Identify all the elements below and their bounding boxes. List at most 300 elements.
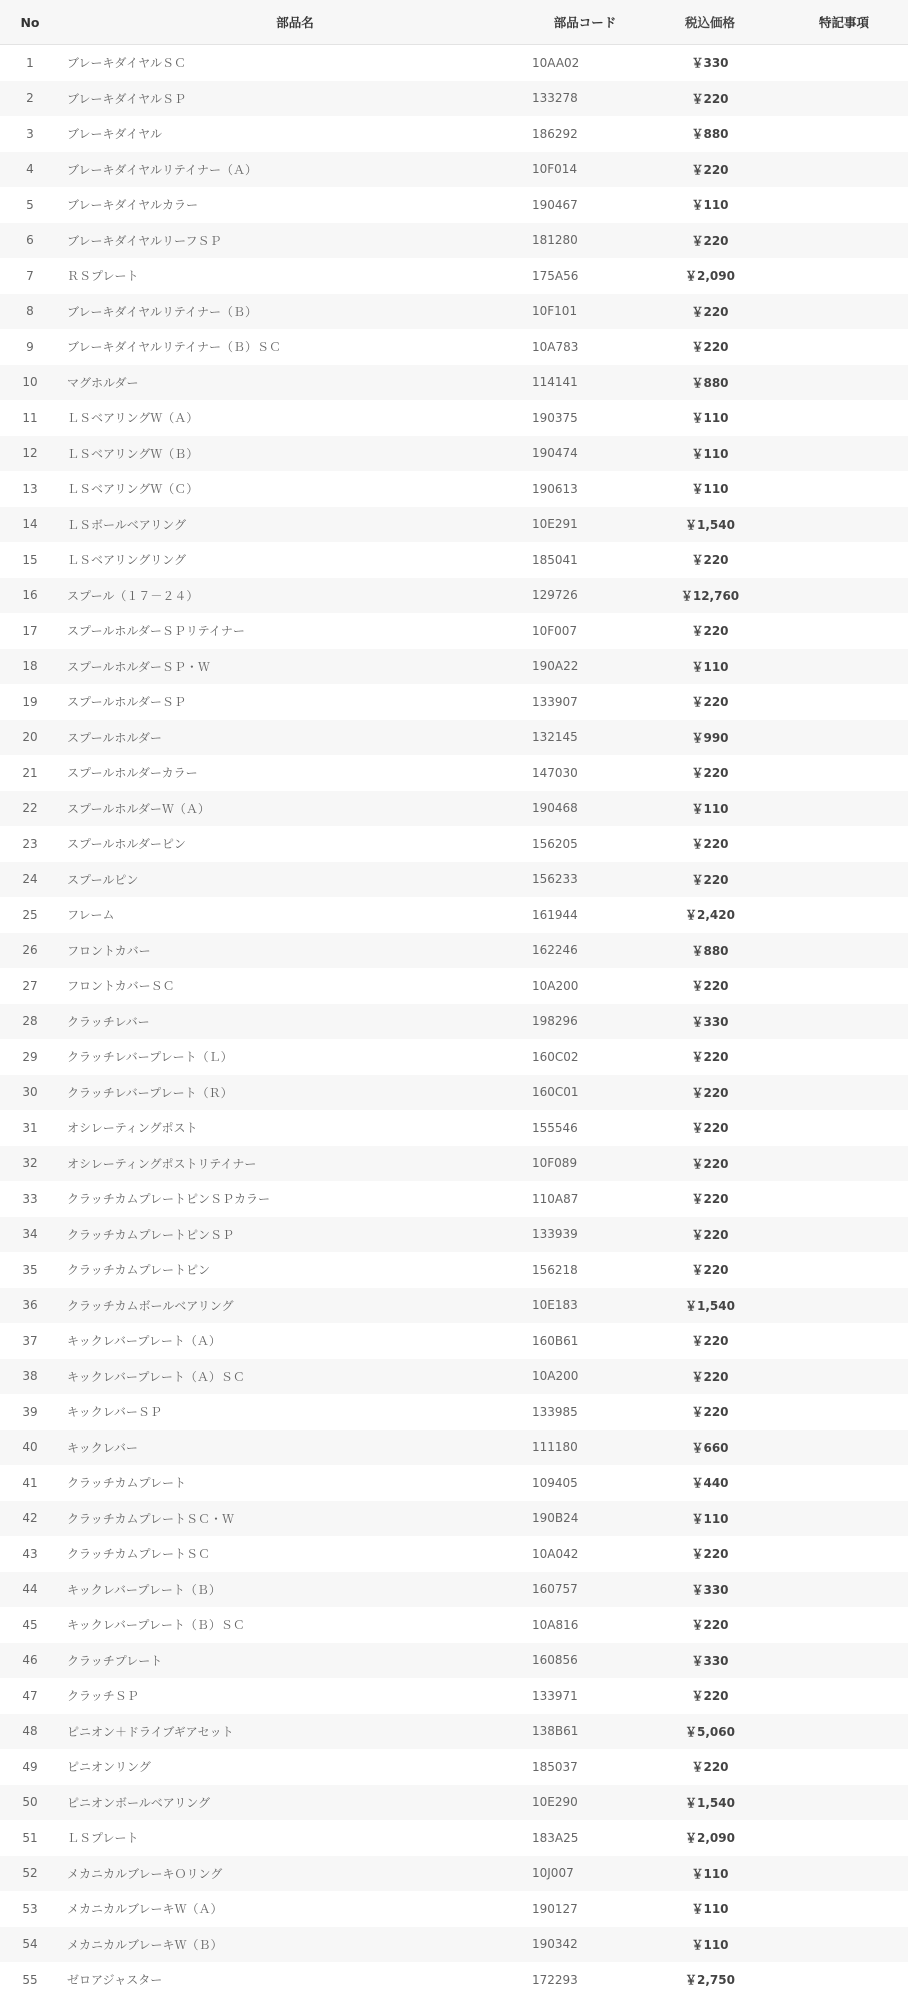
cell-part-name: スプールホルダーピン <box>67 837 186 852</box>
table-row <box>0 1607 908 1643</box>
cell-no: 28 <box>0 1004 60 1040</box>
cell-price: ￥110 <box>640 1927 780 1963</box>
header-no: No <box>0 0 60 45</box>
cell-notes <box>780 258 908 294</box>
cell-no: 24 <box>0 862 60 898</box>
cell-part-code: 160C02 <box>532 1049 579 1064</box>
cell-part-code: 10A200 <box>532 978 579 993</box>
cell-notes <box>780 613 908 649</box>
cell-part-name: ＲＳプレート <box>67 269 139 284</box>
cell-part-code: 155546 <box>532 1120 578 1135</box>
cell-price: ￥330 <box>640 1643 780 1679</box>
cell-price: ￥12,760 <box>640 578 780 614</box>
cell-part-name: ピニオン＋ドライブギアセット <box>60 1714 530 1750</box>
cell-no: 50 <box>0 1785 60 1821</box>
cell-price: ￥220 <box>640 223 780 259</box>
table-row <box>0 1323 908 1359</box>
table-row <box>0 436 908 472</box>
cell-price: ￥110 <box>640 791 780 827</box>
cell-part-code: 190B24 <box>530 1501 640 1537</box>
cell-part-name: ゼロアジャスター <box>67 1973 163 1988</box>
cell-part-code: 10A783 <box>532 339 579 354</box>
cell-no: 8 <box>0 294 60 330</box>
cell-no: 38 <box>0 1359 60 1395</box>
cell-part-name: ＬＳベアリングＷ（Ａ） <box>67 411 199 426</box>
cell-part-name: ブレーキダイヤルリテイナー（Ｂ）ＳＣ <box>67 340 281 355</box>
cell-part-name: クラッチカムボールベアリング <box>60 1288 530 1324</box>
cell-no: 53 <box>22 1901 38 1916</box>
cell-price: ￥2,090 <box>685 1831 735 1846</box>
cell-notes <box>780 1785 908 1821</box>
cell-part-name: キックレバーＳＰ <box>67 1405 162 1420</box>
cell-part-code: 198296 <box>530 1004 640 1040</box>
table-row <box>0 826 908 862</box>
table-row <box>0 1891 908 1927</box>
cell-notes <box>780 1927 908 1963</box>
header-part-name: 部品名 <box>60 0 530 45</box>
cell-no: 33 <box>22 1191 38 1206</box>
cell-part-code: 156205 <box>532 836 578 851</box>
cell-part-code: 185037 <box>532 1759 578 1774</box>
cell-price: ￥220 <box>691 837 729 852</box>
table-row <box>0 1572 908 1608</box>
cell-price: ￥220 <box>640 1075 780 1111</box>
cell-part-name: スプールホルダーＷ（Ａ） <box>60 791 530 827</box>
cell-part-name: オシレーティングポストリテイナー <box>60 1146 530 1182</box>
table-row <box>0 684 908 720</box>
cell-price: ￥990 <box>640 720 780 756</box>
cell-price: ￥220 <box>691 979 729 994</box>
cell-notes <box>780 400 908 436</box>
table-row <box>0 1927 908 1963</box>
cell-notes <box>780 365 908 401</box>
cell-no: 46 <box>0 1643 60 1679</box>
cell-part-code: 10AA02 <box>532 55 580 70</box>
table-row <box>0 365 908 401</box>
cell-part-code: 10F101 <box>530 294 640 330</box>
cell-no: 13 <box>22 481 38 496</box>
cell-part-code: 133971 <box>532 1688 578 1703</box>
cell-no: 21 <box>22 765 38 780</box>
cell-part-name: スプールホルダーカラー <box>67 766 198 781</box>
cell-no: 17 <box>22 623 38 638</box>
cell-price: ￥1,540 <box>640 507 780 543</box>
cell-part-name: ブレーキダイヤル <box>67 127 163 142</box>
cell-no: 5 <box>26 197 34 212</box>
cell-price: ￥110 <box>640 649 780 685</box>
cell-price: ￥220 <box>691 1192 729 1207</box>
cell-part-code: 109405 <box>532 1475 578 1490</box>
cell-no: 35 <box>22 1262 38 1277</box>
cell-price: ￥1,540 <box>640 1288 780 1324</box>
cell-part-code: 190375 <box>532 410 578 425</box>
header-notes: 特記事項 <box>780 0 908 45</box>
cell-notes <box>780 578 908 614</box>
cell-no: 47 <box>22 1688 38 1703</box>
cell-notes <box>780 1962 908 1998</box>
table-row <box>0 223 908 259</box>
cell-part-name: ＬＳベアリングＷ（Ｂ） <box>60 436 530 472</box>
cell-part-code: 181280 <box>530 223 640 259</box>
cell-notes <box>780 897 908 933</box>
header-price: 税込価格 <box>640 0 780 45</box>
cell-no: 48 <box>0 1714 60 1750</box>
cell-part-code: 10A200 <box>530 1359 640 1395</box>
cell-price: ￥2,090 <box>685 269 735 284</box>
cell-notes <box>780 1110 908 1146</box>
cell-price: ￥220 <box>640 862 780 898</box>
cell-no: 18 <box>0 649 60 685</box>
cell-part-code: 160C01 <box>530 1075 640 1111</box>
cell-no: 6 <box>0 223 60 259</box>
table-row <box>0 187 908 223</box>
cell-no: 32 <box>0 1146 60 1182</box>
cell-part-code: 175A56 <box>532 268 579 283</box>
cell-no: 26 <box>0 933 60 969</box>
table-row <box>0 1536 908 1572</box>
cell-notes <box>780 1465 908 1501</box>
cell-part-code: 110A87 <box>532 1191 579 1206</box>
cell-price: ￥2,420 <box>685 908 735 923</box>
cell-no: 12 <box>0 436 60 472</box>
cell-price: ￥880 <box>691 127 729 142</box>
cell-notes <box>780 1217 908 1253</box>
cell-notes <box>780 1856 908 1892</box>
cell-part-name: クラッチＳＰ <box>67 1689 139 1704</box>
cell-notes <box>780 1572 908 1608</box>
table-row <box>0 329 908 365</box>
cell-part-name: キックレバー <box>60 1430 530 1466</box>
cell-part-name: クラッチレバープレート（Ｌ） <box>67 1050 233 1065</box>
table-row <box>0 1749 908 1785</box>
cell-part-code: 183A25 <box>532 1830 579 1845</box>
cell-part-code: 190467 <box>532 197 578 212</box>
cell-part-code: 10A816 <box>532 1617 579 1632</box>
cell-price: ￥110 <box>640 1856 780 1892</box>
cell-price: ￥1,540 <box>640 1785 780 1821</box>
cell-part-name: フロントカバーＳＣ <box>67 979 175 994</box>
cell-part-code: 10A042 <box>532 1546 579 1561</box>
cell-no: 41 <box>22 1475 38 1490</box>
table-row <box>0 1110 908 1146</box>
cell-notes <box>780 223 908 259</box>
cell-part-name: ＬＳベアリングリング <box>67 553 187 568</box>
table-row <box>0 1039 908 1075</box>
table-row <box>0 613 908 649</box>
cell-part-code: 133985 <box>532 1404 578 1419</box>
cell-part-name: キックレバープレート（Ｂ） <box>60 1572 530 1608</box>
cell-price: ￥110 <box>691 1902 729 1917</box>
table-row <box>0 1643 908 1679</box>
cell-part-code: 111180 <box>530 1430 640 1466</box>
cell-notes <box>780 436 908 472</box>
cell-price: ￥110 <box>691 411 729 426</box>
cell-part-name: メカニカルブレーキＷ（Ｂ） <box>60 1927 530 1963</box>
cell-part-name: クラッチレバー <box>60 1004 530 1040</box>
cell-notes <box>780 1075 908 1111</box>
cell-part-code: 10E183 <box>530 1288 640 1324</box>
cell-notes <box>780 1607 908 1643</box>
cell-notes <box>780 1252 908 1288</box>
cell-notes <box>780 1501 908 1537</box>
cell-no: 40 <box>0 1430 60 1466</box>
cell-part-name: クラッチプレート <box>60 1643 530 1679</box>
cell-price: ￥220 <box>691 1760 729 1775</box>
cell-part-name: フロントカバー <box>60 933 530 969</box>
cell-part-code: 160757 <box>530 1572 640 1608</box>
table-row <box>0 1501 908 1537</box>
header-row <box>0 0 908 45</box>
cell-price: ￥2,750 <box>685 1973 735 1988</box>
cell-no: 7 <box>26 268 34 283</box>
header-part-code: 部品コード <box>530 0 640 45</box>
cell-part-code: 138B61 <box>530 1714 640 1750</box>
cell-no: 10 <box>0 365 60 401</box>
cell-price: ￥220 <box>691 1334 729 1349</box>
cell-no: 31 <box>22 1120 38 1135</box>
cell-price: ￥220 <box>691 553 729 568</box>
cell-no: 19 <box>22 694 38 709</box>
cell-part-code: 133907 <box>532 694 578 709</box>
table-row <box>0 755 908 791</box>
cell-part-code: 10F007 <box>532 623 578 638</box>
cell-part-code: 185041 <box>532 552 578 567</box>
table-row <box>0 507 908 543</box>
cell-price: ￥220 <box>640 152 780 188</box>
cell-price: ￥220 <box>691 1547 729 1562</box>
cell-notes <box>780 1323 908 1359</box>
cell-part-name: ＬＳベアリングＷ（Ｃ） <box>67 482 199 497</box>
cell-part-code: 161944 <box>532 907 578 922</box>
cell-no: 34 <box>0 1217 60 1253</box>
cell-notes <box>780 826 908 862</box>
cell-no: 11 <box>22 410 38 425</box>
cell-price: ￥330 <box>640 1004 780 1040</box>
cell-price: ￥220 <box>691 340 729 355</box>
table-row <box>0 1394 908 1430</box>
cell-part-code: 186292 <box>532 126 578 141</box>
cell-price: ￥220 <box>691 1121 729 1136</box>
cell-notes <box>780 294 908 330</box>
table-row <box>0 471 908 507</box>
cell-notes <box>780 152 908 188</box>
cell-price: ￥110 <box>691 198 729 213</box>
table-row <box>0 897 908 933</box>
cell-notes <box>780 1359 908 1395</box>
cell-part-name: キックレバープレート（Ｂ）ＳＣ <box>67 1618 245 1633</box>
cell-no: 49 <box>22 1759 38 1774</box>
cell-part-name: スプールホルダー <box>60 720 530 756</box>
cell-no: 22 <box>0 791 60 827</box>
cell-part-code: 114141 <box>530 365 640 401</box>
cell-part-name: ブレーキダイヤルＳＰ <box>60 81 530 117</box>
table-row <box>0 45 908 81</box>
cell-price: ￥220 <box>640 1146 780 1182</box>
cell-price: ￥220 <box>640 1217 780 1253</box>
cell-part-name: ＬＳプレート <box>67 1831 139 1846</box>
cell-part-code: 132145 <box>530 720 640 756</box>
cell-part-name: ＬＳボールベアリング <box>60 507 530 543</box>
cell-part-name: マグホルダー <box>60 365 530 401</box>
cell-price: ￥110 <box>691 482 729 497</box>
cell-part-name: クラッチカムプレートピンＳＰ <box>60 1217 530 1253</box>
cell-part-code: 190127 <box>532 1901 578 1916</box>
cell-part-name: スプールホルダーＳＰリテイナー <box>67 624 245 639</box>
cell-part-name: キックレバープレート（Ａ） <box>67 1334 221 1349</box>
cell-part-code: 190468 <box>530 791 640 827</box>
cell-notes <box>780 1181 908 1217</box>
cell-notes <box>780 649 908 685</box>
cell-price: ￥110 <box>640 436 780 472</box>
table-row <box>0 1075 908 1111</box>
table-row <box>0 1288 908 1324</box>
cell-notes <box>780 1749 908 1785</box>
cell-price: ￥110 <box>640 1501 780 1537</box>
table-row <box>0 542 908 578</box>
table-row <box>0 791 908 827</box>
cell-part-name: クラッチカムプレート <box>67 1476 187 1491</box>
cell-price: ￥220 <box>691 624 729 639</box>
table-row <box>0 81 908 117</box>
cell-part-name: クラッチカムプレートＳＣ <box>67 1547 211 1562</box>
cell-part-code: 190342 <box>530 1927 640 1963</box>
table-row <box>0 1004 908 1040</box>
cell-no: 20 <box>0 720 60 756</box>
cell-notes <box>780 1536 908 1572</box>
cell-no: 15 <box>22 552 38 567</box>
cell-part-code: 10E290 <box>530 1785 640 1821</box>
cell-part-name: メカニカルブレーキＷ（Ａ） <box>67 1902 223 1917</box>
cell-part-name: フレーム <box>67 908 115 923</box>
cell-part-code: 10F089 <box>530 1146 640 1182</box>
cell-part-name: スプールホルダーＳＰ <box>67 695 186 710</box>
cell-notes <box>780 116 908 152</box>
cell-no: 51 <box>22 1830 38 1845</box>
cell-part-code: 160B61 <box>532 1333 579 1348</box>
cell-part-name: ピニオンリング <box>67 1760 151 1775</box>
cell-notes <box>780 1430 908 1466</box>
cell-no: 45 <box>22 1617 38 1632</box>
cell-part-code: 172293 <box>532 1972 578 1987</box>
cell-part-name: ブレーキダイヤルリーフＳＰ <box>60 223 530 259</box>
cell-no: 44 <box>0 1572 60 1608</box>
cell-no: 27 <box>22 978 38 993</box>
table-row <box>0 1962 908 1998</box>
cell-notes <box>780 507 908 543</box>
cell-price: ￥220 <box>691 695 729 710</box>
cell-no: 23 <box>22 836 38 851</box>
cell-no: 43 <box>22 1546 38 1561</box>
cell-price: ￥220 <box>640 1359 780 1395</box>
cell-price: ￥220 <box>691 1618 729 1633</box>
cell-price: ￥880 <box>640 365 780 401</box>
cell-price: ￥330 <box>691 56 729 71</box>
cell-no: 16 <box>0 578 60 614</box>
cell-notes <box>780 1820 908 1856</box>
cell-part-name: スプールホルダーＳＰ・Ｗ <box>60 649 530 685</box>
cell-price: ￥440 <box>691 1476 729 1491</box>
table-row <box>0 1252 908 1288</box>
table-row <box>0 1856 908 1892</box>
cell-part-name: クラッチカムプレートピンＳＰカラー <box>67 1192 271 1207</box>
cell-part-code: 10J007 <box>530 1856 640 1892</box>
table-row <box>0 1465 908 1501</box>
cell-no: 25 <box>22 907 38 922</box>
table-row <box>0 578 908 614</box>
cell-price: ￥5,060 <box>640 1714 780 1750</box>
cell-no: 4 <box>0 152 60 188</box>
cell-part-code: 129726 <box>530 578 640 614</box>
cell-part-code: 160856 <box>530 1643 640 1679</box>
table-row <box>0 1714 908 1750</box>
cell-no: 55 <box>22 1972 38 1987</box>
cell-part-name: ピニオンボールベアリング <box>60 1785 530 1821</box>
cell-price: ￥220 <box>691 1689 729 1704</box>
cell-no: 36 <box>0 1288 60 1324</box>
cell-no: 14 <box>0 507 60 543</box>
cell-part-code: 133939 <box>530 1217 640 1253</box>
table-row <box>0 933 908 969</box>
table-row <box>0 1181 908 1217</box>
table-header <box>0 0 908 45</box>
cell-part-code: 162246 <box>530 933 640 969</box>
table-row <box>0 1359 908 1395</box>
cell-part-name: スプールピン <box>60 862 530 898</box>
cell-price: ￥220 <box>691 766 729 781</box>
table-row <box>0 720 908 756</box>
cell-part-code: 133278 <box>530 81 640 117</box>
cell-notes <box>780 1146 908 1182</box>
cell-no: 3 <box>26 126 34 141</box>
cell-part-name: クラッチカムプレートピン <box>67 1263 211 1278</box>
table-row <box>0 1785 908 1821</box>
cell-no: 29 <box>22 1049 38 1064</box>
table-row <box>0 258 908 294</box>
cell-notes <box>780 1288 908 1324</box>
cell-part-code: 147030 <box>532 765 578 780</box>
cell-part-code: 10E291 <box>530 507 640 543</box>
cell-notes <box>780 1643 908 1679</box>
cell-part-code: 190613 <box>532 481 578 496</box>
cell-notes <box>780 684 908 720</box>
cell-part-code: 190A22 <box>530 649 640 685</box>
cell-notes <box>780 542 908 578</box>
cell-notes <box>780 45 908 81</box>
cell-part-name: ブレーキダイヤルリテイナー（Ｂ） <box>60 294 530 330</box>
table-row <box>0 862 908 898</box>
cell-notes <box>780 329 908 365</box>
cell-no: 2 <box>0 81 60 117</box>
cell-part-name: ブレーキダイヤルカラー <box>67 198 199 213</box>
cell-notes <box>780 1714 908 1750</box>
cell-notes <box>780 862 908 898</box>
cell-price: ￥330 <box>640 1572 780 1608</box>
table-row <box>0 1820 908 1856</box>
cell-no: 9 <box>26 339 34 354</box>
cell-no: 39 <box>22 1404 38 1419</box>
table-row <box>0 1217 908 1253</box>
cell-part-name: キックレバープレート（Ａ）ＳＣ <box>60 1359 530 1395</box>
cell-notes <box>780 187 908 223</box>
cell-price: ￥220 <box>691 1405 729 1420</box>
cell-part-name: メカニカルブレーキＯリング <box>60 1856 530 1892</box>
table-row <box>0 649 908 685</box>
cell-notes <box>780 1394 908 1430</box>
cell-part-code: 10F014 <box>530 152 640 188</box>
cell-part-code: 190474 <box>530 436 640 472</box>
cell-notes <box>780 720 908 756</box>
cell-no: 54 <box>0 1927 60 1963</box>
